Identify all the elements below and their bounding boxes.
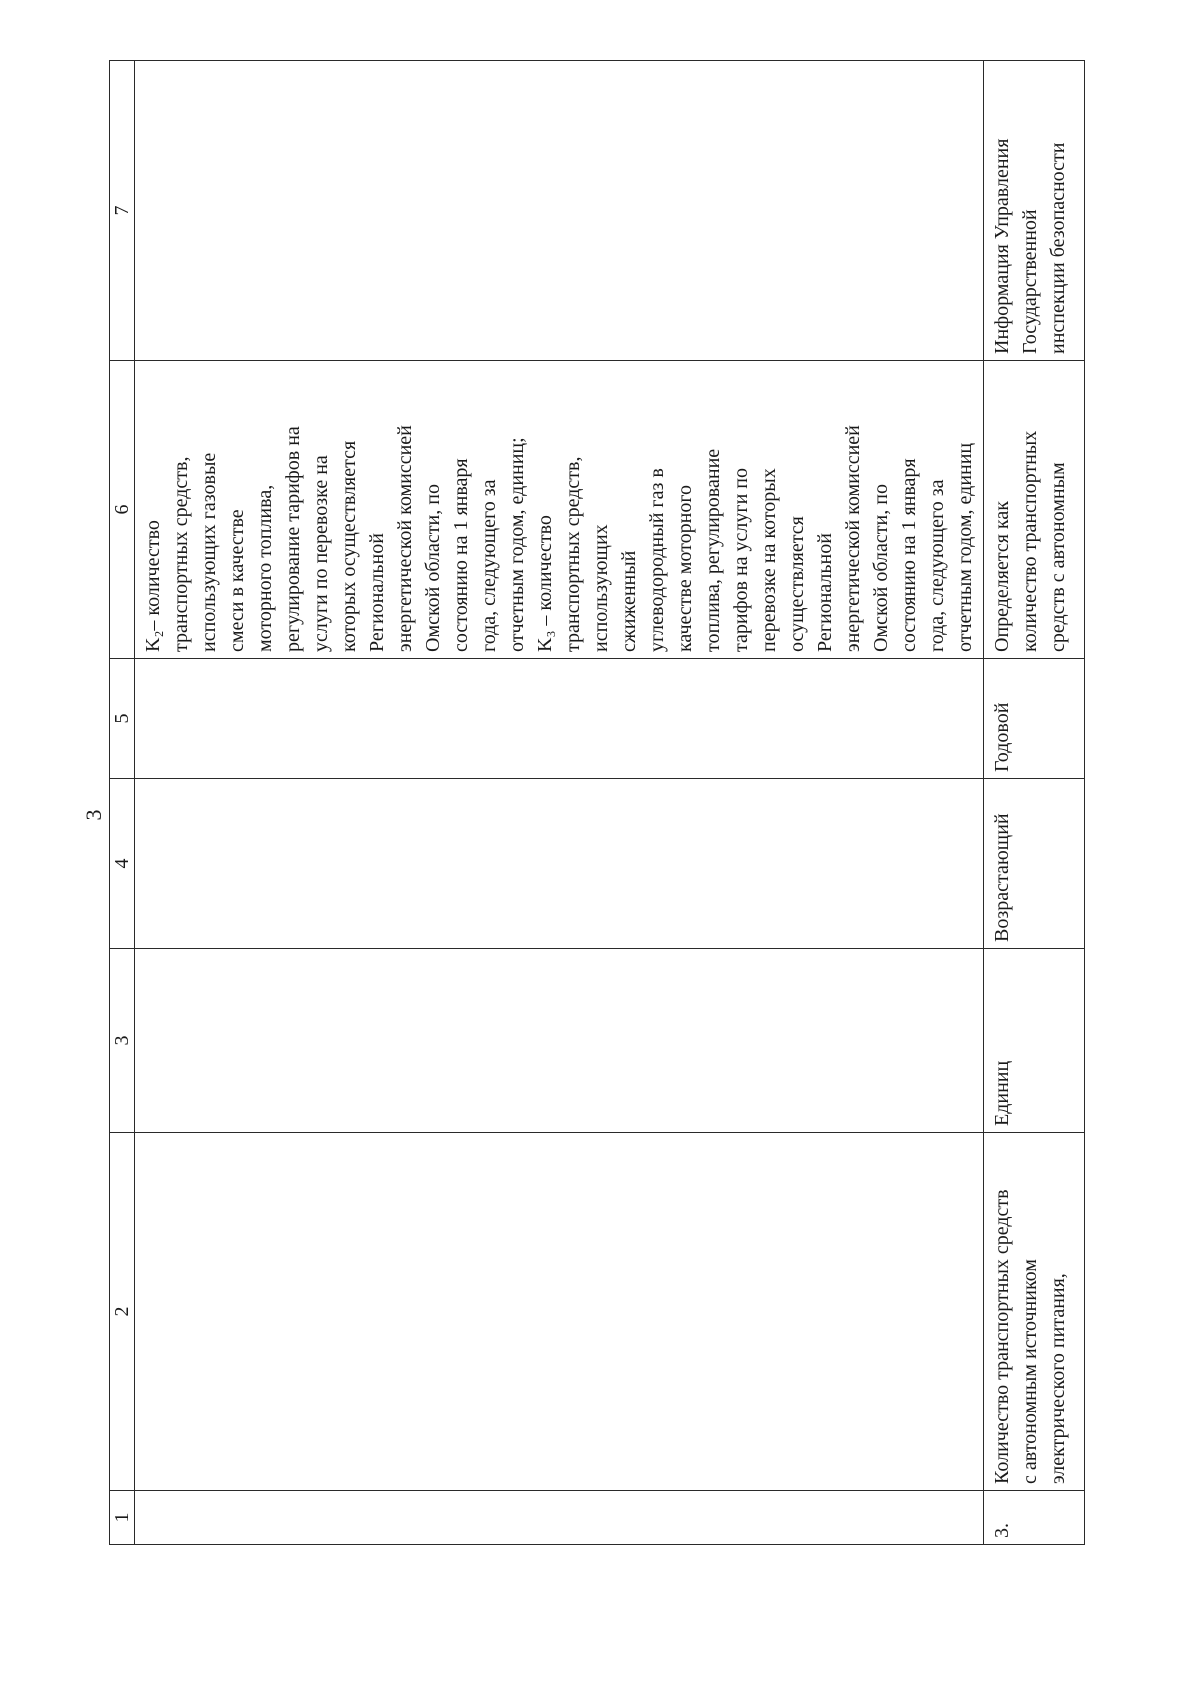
text-line: средств с автономным <box>1047 462 1069 652</box>
text-line: электрического питания, <box>1047 1273 1069 1484</box>
table-row-continuation <box>135 61 984 1545</box>
indicator-name-cell <box>984 1133 1085 1491</box>
text-line: K₂– количество <box>142 520 164 652</box>
period-cell: Годовой <box>984 659 1085 779</box>
source-cell <box>984 61 1085 361</box>
table-cell-empty <box>135 949 984 1133</box>
text-line: услуги по перевозке на <box>310 455 332 652</box>
text-line: количество транспортных <box>1019 430 1041 652</box>
text-line: топлива, регулирование <box>702 448 724 652</box>
text-line: Количество транспортных средств <box>991 1189 1013 1484</box>
trend-cell: Возрастающий <box>984 779 1085 949</box>
table-cell-empty <box>135 779 984 949</box>
indicator-table <box>109 60 1085 1545</box>
text-line: энергетической комиссией <box>394 425 416 652</box>
table-row-3 <box>984 61 1085 1545</box>
method-cell <box>984 361 1085 659</box>
text-line: состоянию на 1 января <box>898 458 920 652</box>
text-line: использующих <box>590 524 612 652</box>
text-line: состоянию на 1 января <box>450 458 472 652</box>
unit-cell: Единиц <box>984 949 1085 1133</box>
text-line: Государственной <box>1019 209 1041 354</box>
text-line: инспекции безопасности <box>1047 142 1069 354</box>
text-line: углеводородный газ в <box>646 468 668 652</box>
column-number: 7 <box>110 61 135 361</box>
text-line: качестве моторного <box>674 484 696 652</box>
text-line: Определяется как <box>991 501 1013 652</box>
text-line: Информация Управления <box>991 138 1013 354</box>
text-line: года, следующего за <box>926 479 948 652</box>
text-line: Омской области, по <box>422 484 444 652</box>
page-number: 3 <box>81 809 106 821</box>
text-line: транспортных средств, <box>562 456 584 652</box>
text-line: энергетической комиссией <box>842 425 864 652</box>
table-cell-method-continuation <box>135 361 984 659</box>
table-rotated-wrapper <box>109 61 1069 1545</box>
text-line: с автономным источником <box>1019 1259 1041 1484</box>
text-line: отчетным годом, единиц <box>954 442 976 652</box>
column-number: 6 <box>110 361 135 659</box>
text-line: Региональной <box>814 533 836 652</box>
text-line: осуществляется <box>786 516 808 652</box>
column-number: 1 <box>110 1491 135 1545</box>
text-line: года, следующего за <box>478 479 500 652</box>
text-line: транспортных средств, <box>170 456 192 652</box>
column-number: 3 <box>110 949 135 1133</box>
row-number-cell: 3. <box>984 1491 1085 1545</box>
text-line: K₃ – количество <box>534 515 556 652</box>
text-line: использующих газовые <box>198 452 220 652</box>
text-line: отчетным годом, единиц; <box>506 437 528 652</box>
column-number-row <box>110 61 135 1545</box>
table-cell-empty <box>135 659 984 779</box>
text-line: моторного топлива, <box>254 484 276 652</box>
text-line: которых осуществляется <box>338 440 360 652</box>
text-line: тарифов на услуги по <box>730 467 752 652</box>
column-number: 5 <box>110 659 135 779</box>
text-line: Омской области, по <box>870 484 892 652</box>
table-cell-empty <box>135 1133 984 1491</box>
text-line: Региональной <box>366 533 388 652</box>
text-line: сжиженный <box>618 550 640 652</box>
column-number: 2 <box>110 1133 135 1491</box>
text-line: смеси в качестве <box>226 509 248 652</box>
column-number: 4 <box>110 779 135 949</box>
text-line: перевозке на которых <box>758 468 780 652</box>
text-line: регулирование тарифов на <box>282 426 304 652</box>
table-cell-empty <box>135 1491 984 1545</box>
table-cell-empty <box>135 61 984 361</box>
